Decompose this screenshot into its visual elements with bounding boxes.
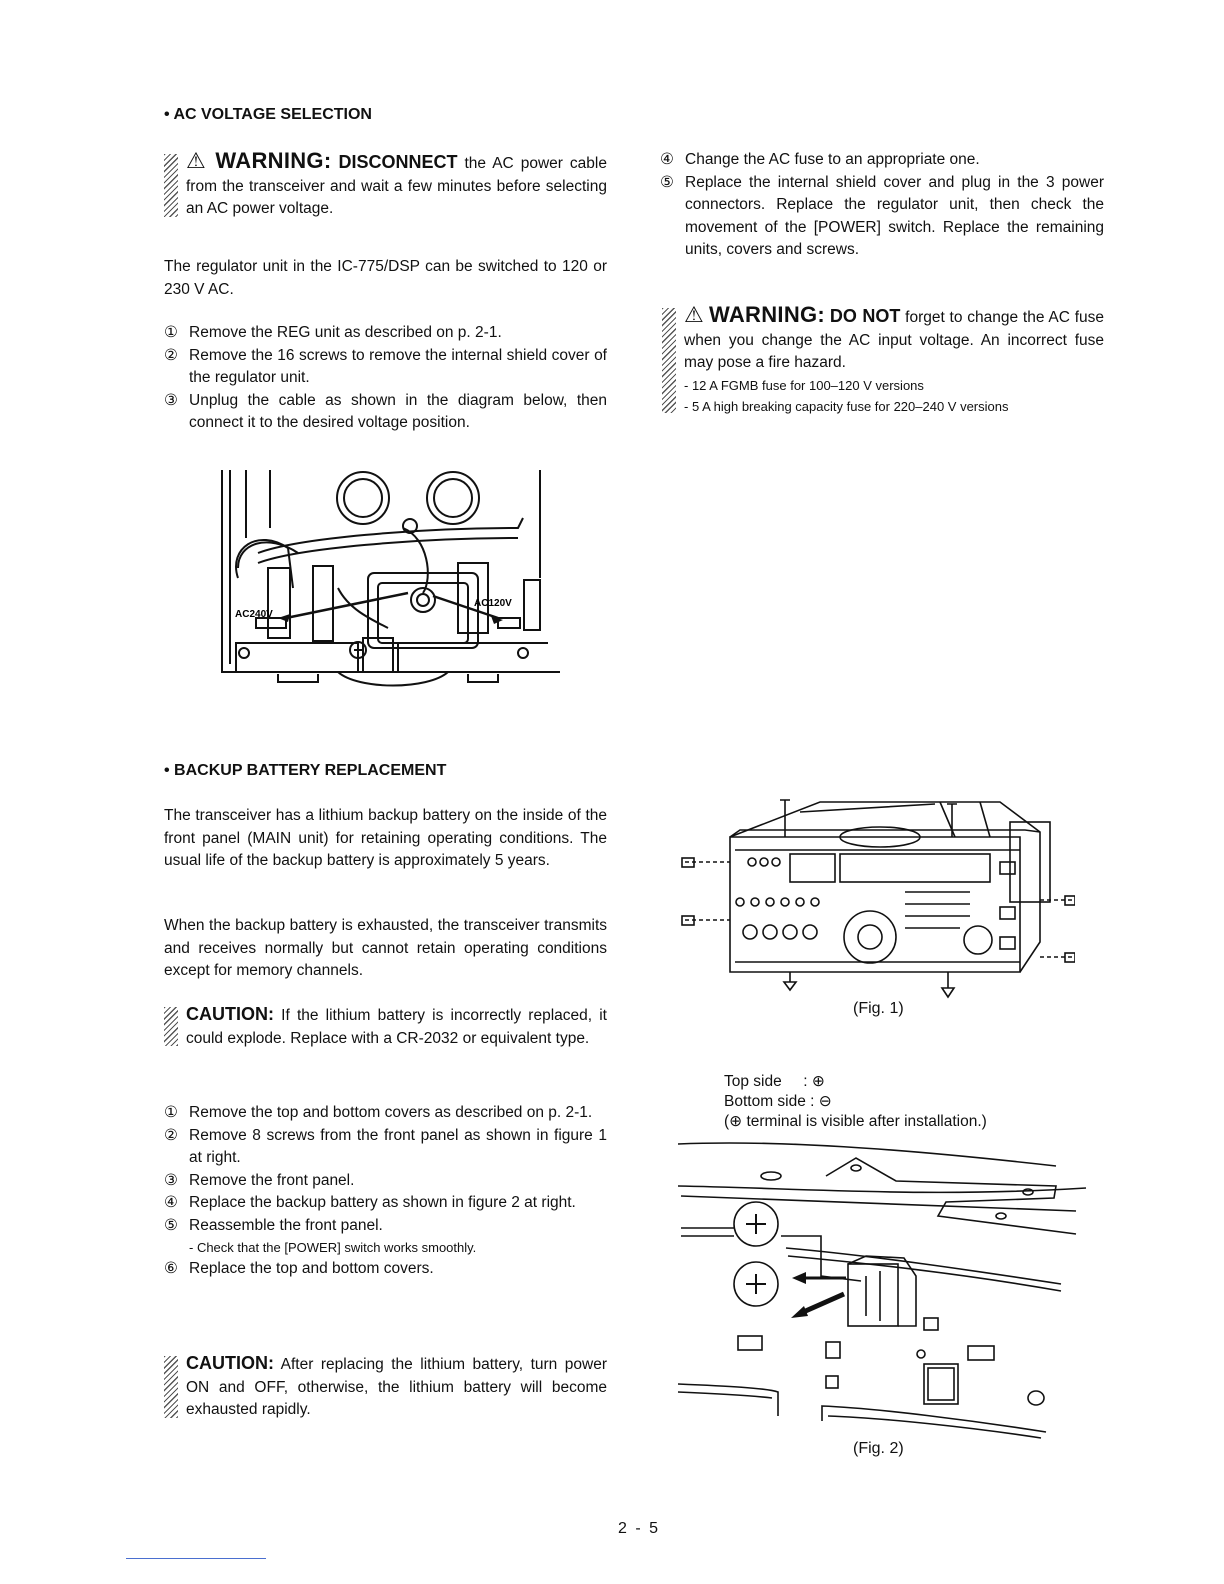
ac-voltage-heading: • AC VOLTAGE SELECTION xyxy=(164,106,372,123)
battery-step-3: ③ Remove the front panel. xyxy=(164,1171,355,1189)
warning-text: forget to change the AC fuse when you change the AC input voltage. An incorrect fuse may pose a fire hazard. xyxy=(684,309,1105,371)
hatch-bar xyxy=(164,1007,178,1046)
figure-1-transceiver xyxy=(680,792,1075,1007)
step5-note: - Check that the [POWER] switch works smoothly. xyxy=(189,1240,477,1255)
battery-step-4: ④ Replace the backup battery as shown in figure 2 at right. xyxy=(164,1194,576,1211)
caution-explode xyxy=(164,1003,607,1050)
ac-step-2: ② Remove the 16 screws to remove the internal shield cover of the regulator unit. xyxy=(164,346,607,386)
figure-2-label: (Fig. 2) xyxy=(853,1440,904,1457)
ac-step-5: ⑤ Replace the internal shield cover and plug in the 3 power connectors. Replace the regulator unit, then check the movement of the [POWER] switch. Replace the remaining units, covers and screws. xyxy=(660,173,1104,258)
caution-exhausted xyxy=(164,1352,607,1422)
ac-step-3: ③ Unplug the cable as shown in the diagram below, then connect it to the desired voltage position. xyxy=(164,391,607,431)
warning-disconnect xyxy=(164,150,607,221)
label-ac120v: AC120V xyxy=(474,598,512,609)
battery-step-5: ⑤ Reassemble the front panel. - Check that the [POWER] switch works smoothly. xyxy=(164,1215,607,1259)
polarity-top: Top side : ⊕ xyxy=(724,1073,825,1090)
ac-intro: The regulator unit in the IC-775/DSP can be switched to 120 or 230 V AC. xyxy=(164,258,607,298)
figure-1-label: (Fig. 1) xyxy=(853,1000,904,1017)
caution-word: CAUTION: xyxy=(186,1004,274,1024)
warning-strong: DO NOT xyxy=(829,306,901,326)
polarity-legend xyxy=(724,1072,987,1132)
fuse-note-2: - 5 A high breaking capacity fuse for 220–240 V versions xyxy=(684,398,1009,414)
polarity-note: (⊕ terminal is visible after installation.) xyxy=(724,1113,987,1130)
warning-fuse xyxy=(662,304,1104,417)
footer-rule xyxy=(126,1558,266,1559)
caution-word: CAUTION: xyxy=(186,1353,274,1373)
battery-steps xyxy=(164,1102,607,1281)
figure-2-battery xyxy=(676,1136,1091,1441)
polarity-bottom: Bottom side : ⊖ xyxy=(724,1093,832,1110)
warning-triangle-icon: ⚠ xyxy=(186,148,209,173)
warning-word: WARNING: xyxy=(709,302,826,327)
battery-para-2: When the backup battery is exhausted, the transceiver transmits and receives normally but cannot retain operating conditions except for memory channels. xyxy=(164,917,607,979)
warning-text: the AC power cable from the transceiver and wait a few minutes before selecting an AC power voltage. xyxy=(186,155,607,217)
warning-strong: DISCONNECT xyxy=(338,152,458,172)
label-ac240v: AC240V xyxy=(235,609,273,620)
fuse-note-1: - 12 A FGMB fuse for 100–120 V versions xyxy=(684,377,924,393)
ac-steps-left xyxy=(164,322,607,435)
battery-step-6: ⑥ Replace the top and bottom covers. xyxy=(164,1260,434,1277)
regulator-diagram xyxy=(218,468,563,690)
battery-heading: • BACKUP BATTERY REPLACEMENT xyxy=(164,762,447,779)
battery-para-1: The transceiver has a lithium backup battery on the inside of the front panel (MAIN unit) for retaining operating conditions. The usual life of the backup battery is approximately 5 years. xyxy=(164,807,607,869)
hatch-bar xyxy=(164,1356,178,1418)
warning-word: WARNING: xyxy=(215,148,332,173)
ac-step-4: ④ Change the AC fuse to an appropriate one. xyxy=(660,151,980,168)
warning-triangle-icon: ⚠ xyxy=(684,302,705,327)
ac-step-1: ① Remove the REG unit as described on p. 2-1. xyxy=(164,324,502,341)
caution-text: After replacing the lithium battery, turn power ON and OFF, otherwise, the lithium battery will become exhausted rapidly. xyxy=(186,1356,608,1418)
caution-text: If the lithium battery is incorrectly replaced, it could explode. Replace with a CR-2032 or equivalent type. xyxy=(186,1007,607,1047)
battery-step-2: ② Remove 8 screws from the front panel as shown in figure 1 at right. xyxy=(164,1126,607,1166)
ac-steps-right xyxy=(660,149,1104,262)
battery-step-1: ① Remove the top and bottom covers as described on p. 2-1. xyxy=(164,1104,593,1121)
page-number: 2 - 5 xyxy=(618,1520,661,1537)
hatch-bar xyxy=(164,154,178,217)
hatch-bar xyxy=(662,308,676,413)
